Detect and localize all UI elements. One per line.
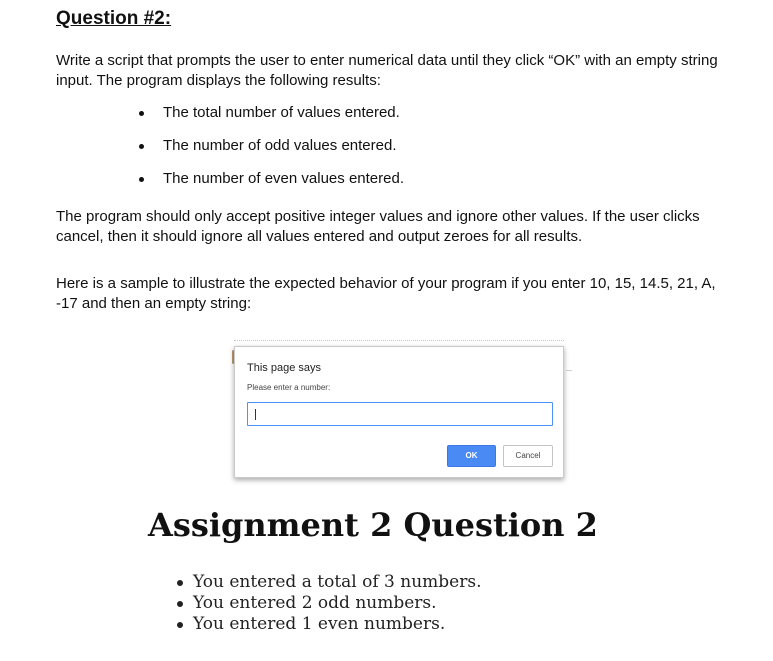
browser-toolbar-edge [234,340,564,341]
requirement-item: The number of odd values entered. [139,135,404,168]
text-caret [255,409,256,420]
result-odd: You entered 2 odd numbers. [176,593,482,614]
prompt-dialog-screenshot [226,336,572,484]
ok-button[interactable]: OK [447,445,496,467]
requirement-item: The total number of values entered. [139,102,404,135]
cancel-button[interactable]: Cancel [503,445,553,467]
requirement-item: The number of even values entered. [139,168,404,201]
question-heading: Question #2: [56,8,172,29]
output-results-list [176,572,482,635]
prompt-dialog [234,346,564,478]
sample-intro: Here is a sample to illustrate the expected behavior of your program if you enter 10, 15, 14.5, 21, A, -17 and then an empty string: [56,275,716,312]
output-title: Assignment 2 Question 2 [148,506,598,544]
question-rules: The program should only accept positive integer values and ignore other values. If the user clicks cancel, then it should ignore all values entered and output zeroes for all results. [56,208,700,245]
dialog-message: Please enter a number: [247,383,331,392]
result-even: You entered 1 even numbers. [176,614,482,635]
dialog-title: This page says [247,362,321,374]
number-input[interactable] [247,402,553,426]
question-intro: Write a script that prompts the user to enter numerical data until they click “OK” with an empty string input. The program displays the following results: [56,52,718,89]
browser-page-edge [566,370,572,371]
result-total: You entered a total of 3 numbers. [176,572,482,593]
requirements-list [139,102,404,201]
